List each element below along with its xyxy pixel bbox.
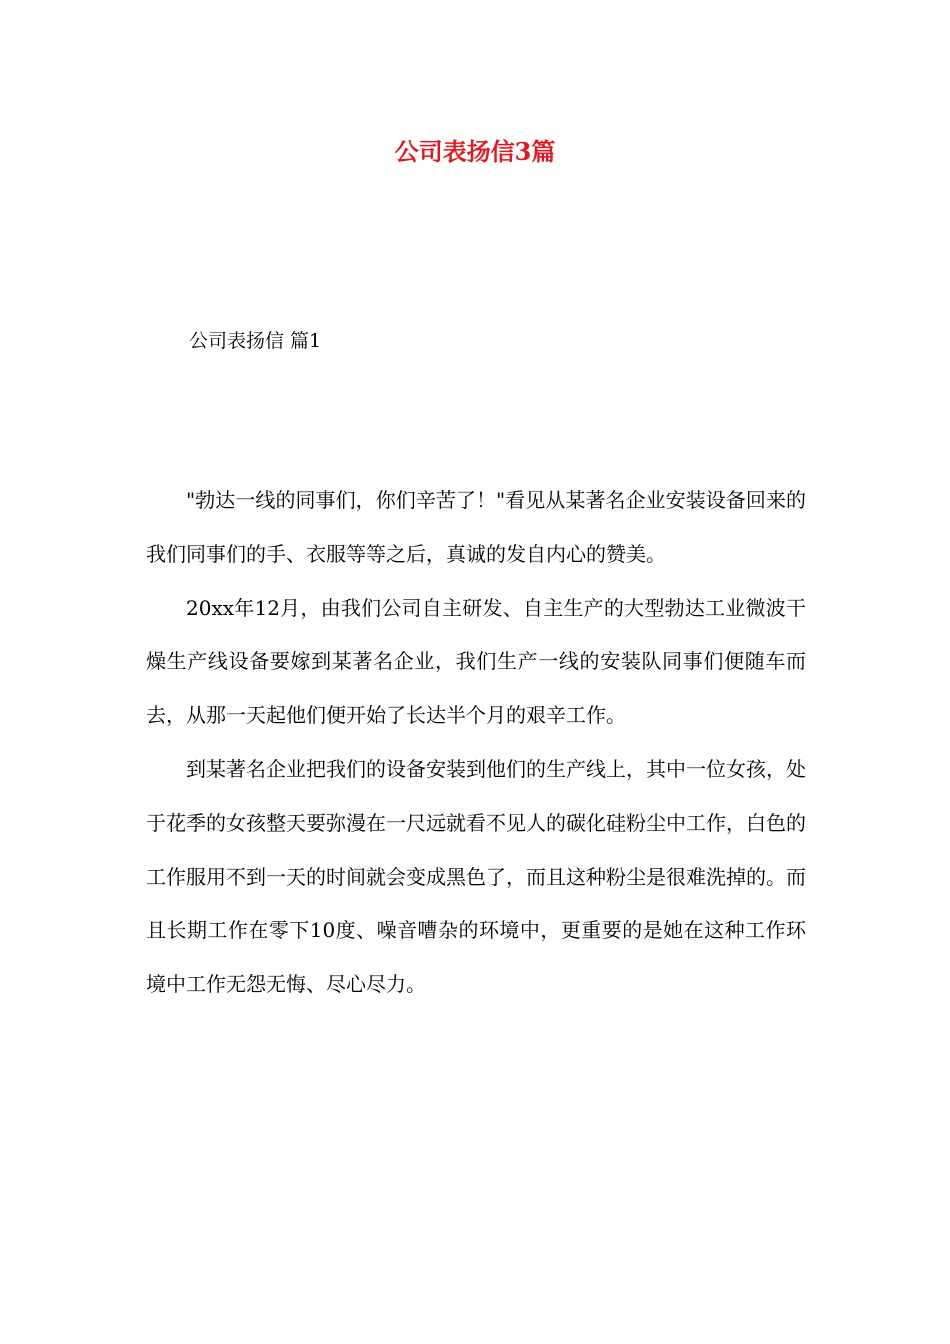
letter-body <box>146 474 806 1012</box>
document-title: 公司表扬信3篇 <box>394 137 556 166</box>
section-heading: 公司表扬信 篇1 <box>189 330 322 352</box>
paragraph-3: 到某著名企业把我们的设备安装到他们的生产线上，其中一位女孩，处于花季的女孩整天要弥漫在一尺远就看不见人的碳化硅粉尘中工作，白色的工作服用不到一天的时间就会变成黑色了，而且这种粉尘是很难洗掉的。而且长期工作在零下10度、噪音嘈杂的环境中，更重要的是她在这种工作环境中工作无怨无悔、尽心尽力。 <box>146 756 806 997</box>
paragraph-2: 20xx年12月，由我们公司自主研发、自主生产的大型勃达工业微波干燥生产线设备要嫁到某著名企业，我们生产一线的安装队同事们便随车而去，从那一天起他们便开始了长达半个月的艰辛工作。 <box>146 595 806 728</box>
paragraph-1: "勃达一线的同事们，你们辛苦了！"看见从某著名企业安装设备回来的我们同事们的手、衣服等等之后，真诚的发自内心的赞美。 <box>146 488 806 566</box>
